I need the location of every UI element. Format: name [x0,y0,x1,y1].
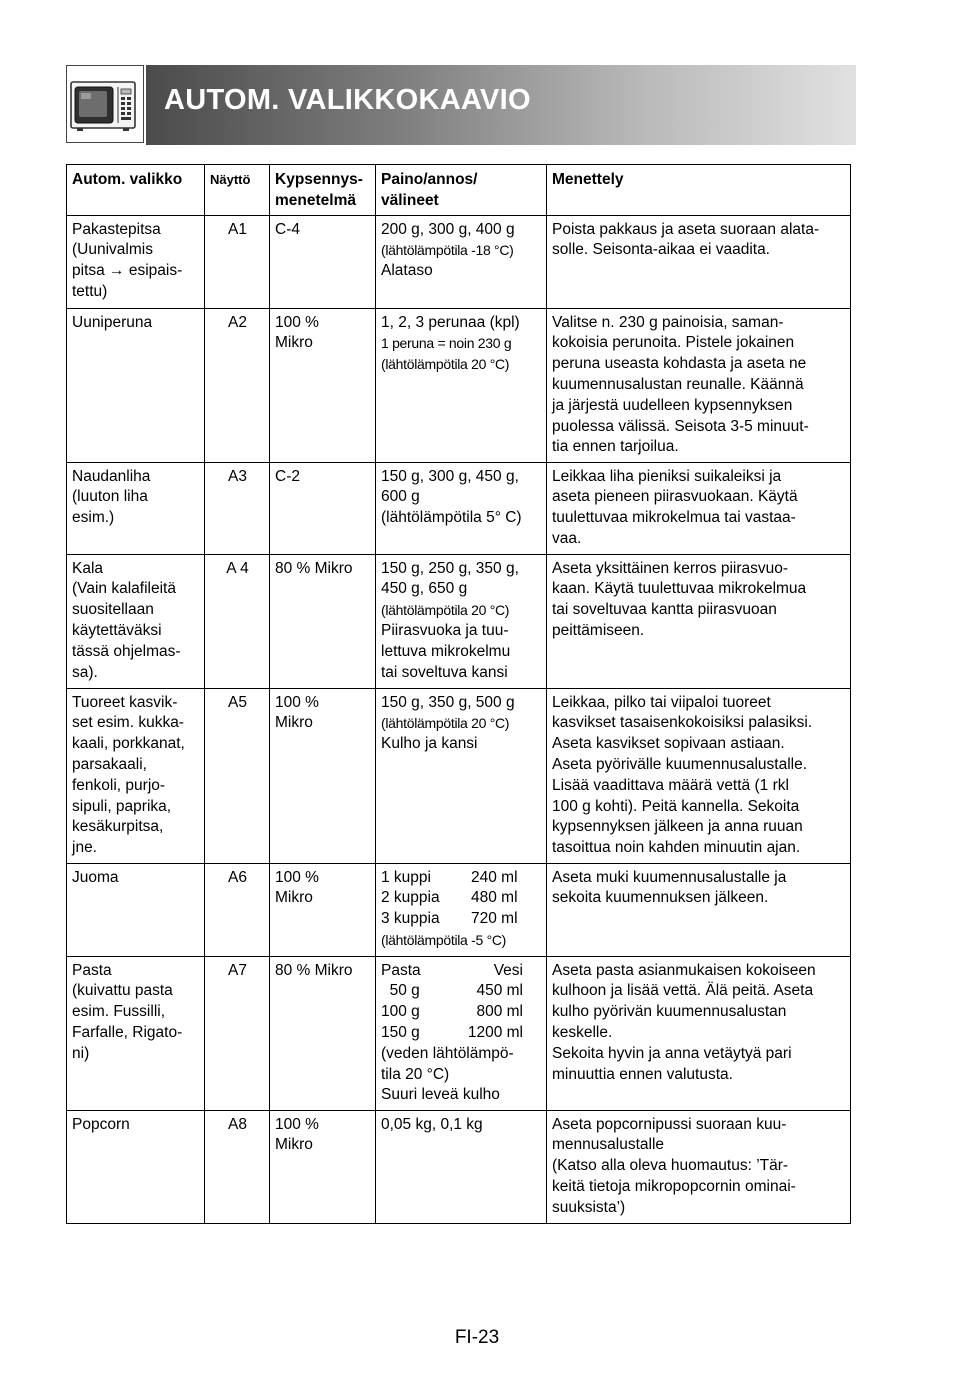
weight-volume: 480 ml [471,889,518,907]
weight-cell [376,863,547,956]
weight-line: tai soveltuva kansi [381,663,508,681]
weight-line: 1, 2, 3 perunaa (kpl) [381,313,520,331]
weight-line: lettuva mikrokelmu [381,642,511,660]
menu-name-cell: Pasta (kuivattu pasta esim. Fussilli, Farfalle, Rigato- ni) [67,956,205,1110]
weight-table-line [381,1023,542,1044]
table-row [67,215,851,308]
cooking-method-cell: C-4 [270,215,376,308]
cooking-method-cell: 100 % Mikro [270,688,376,863]
cooking-method-cell: 80 % Mikro [270,554,376,688]
weight-volume: 450 ml [476,982,523,1000]
weight-line: (lähtölämpötila 5° C) [381,509,522,527]
title-bar [146,65,856,145]
weight-line: 150 g, 300 g, 450 g, [381,467,519,485]
weight-table-line [381,961,542,982]
table-row [67,688,851,863]
weight-amount: Pasta [381,961,421,979]
weight-line: tila 20 °C) [381,1065,450,1083]
page-title: AUTOM. VALIKKOKAAVIO [164,84,531,116]
display-code-cell: A1 [205,215,270,308]
weight-line: 600 g [381,488,420,506]
column-header-menu: Autom. valikko [67,165,205,216]
microwave-icon [66,65,144,143]
table-row [67,863,851,956]
cooking-method-cell: 100 % Mikro [270,308,376,462]
weight-cell [376,554,547,688]
weight-line: 0,05 kg, 0,1 kg [381,1115,483,1133]
weight-line: 450 g, 650 g [381,580,468,598]
table-header-row [67,165,851,216]
weight-line: Suuri leveä kulho [381,1086,500,1104]
procedure-cell: Aseta yksittäinen kerros piirasvuo- kaan. Käytä tuulettuvaa mikrokelmua tai soveltuvaa kantta piirasvuoan peittämiseen. [547,554,851,688]
auto-menu-table [66,164,851,1224]
weight-note: (lähtölämpötila -5 °C) [381,931,507,948]
procedure-cell: Leikkaa, pilko tai viipaloi tuoreet kasvikset tasaisenkokoisiksi palasiksi. Aseta kasvikset sopivaan astiaan. Aseta pyörivälle kuumennusalustalle. Lisää vaadittava määrä vettä (1 rkl 100 g kohti). Peitä kannella. Sekoita kypsennyksen jälkeen ja anna ruuan tasoittua noin kahden minuutin ajan. [547,688,851,863]
weight-volume: Vesi [493,961,523,979]
column-header-method: Kypsennys- menetelmä [270,165,376,216]
weight-note: (lähtölämpötila 20 °C) [381,356,510,373]
weight-line: Kulho ja kansi [381,735,478,753]
procedure-cell: Leikkaa liha pieniksi suikaleiksi ja aseta pieneen piirasvuokaan. Käytä tuulettuvaa mikrokelmua tai vastaa- vaa. [547,462,851,554]
procedure-cell: Aseta muki kuumennusalustalle ja sekoita kuumennuksen jälkeen. [547,863,851,956]
cooking-method-cell: 100 % Mikro [270,1110,376,1223]
weight-note: (lähtölämpötila 20 °C) [381,602,510,619]
menu-name-cell: Popcorn [67,1110,205,1223]
weight-line: (veden lähtölämpö- [381,1044,514,1062]
weight-cell [376,956,547,1110]
weight-line: 150 g, 250 g, 350 g, [381,559,519,577]
display-code-cell: A6 [205,863,270,956]
weight-note: (lähtölämpötila 20 °C) [381,715,510,732]
weight-table-line [381,909,542,930]
table-body [67,215,851,1223]
weight-cell [376,1110,547,1223]
weight-table-line [381,981,542,1002]
cooking-method-cell: 100 % Mikro [270,863,376,956]
weight-volume: 1200 ml [467,1023,523,1041]
weight-table-line [381,1002,542,1023]
procedure-cell: Valitse n. 230 g painoisia, saman- kokoisia perunoita. Pistele jokainen peruna useasta kohdasta ja aseta ne kuumennusalustan reunalle. Käännä ja järjestä uudelleen kypsennyksen puolessa välissä. Seisota 3-5 minuut- tia ennen tarjoilua. [547,308,851,462]
weight-amount: 50 g [381,982,420,1000]
weight-note: 1 peruna = noin 230 g [381,335,512,352]
cooking-method-cell: C-2 [270,462,376,554]
weight-volume: 720 ml [471,910,518,928]
table-row [67,462,851,554]
weight-amount: 100 g [381,1003,420,1021]
procedure-cell: Poista pakkaus ja aseta suoraan alata- solle. Seisonta-aikaa ei vaadita. [547,215,851,308]
column-header-weight: Paino/annos/ välineet [376,165,547,216]
weight-volume: 800 ml [476,1003,523,1021]
table-row [67,308,851,462]
weight-note: (lähtölämpötila -18 °C) [381,242,514,259]
weight-table-line [381,888,542,909]
column-header-display: Näyttö [205,165,270,216]
weight-line: 200 g, 300 g, 400 g [381,220,515,238]
display-code-cell: A7 [205,956,270,1110]
header-banner [66,65,856,145]
procedure-cell: Aseta popcornipussi suoraan kuu- mennusalustalle (Katso alla oleva huomautus: ’Tär- keitä tietoja mikropopcornin ominai- suuksista’) [547,1110,851,1223]
weight-volume: 240 ml [471,868,518,886]
weight-cell [376,688,547,863]
weight-cell [376,215,547,308]
page-number: FI-23 [454,1327,500,1348]
weight-line: Alataso [381,262,433,280]
display-code-cell: A3 [205,462,270,554]
display-code-cell: A8 [205,1110,270,1223]
menu-name-cell: Pakastepitsa (Uunivalmis pitsa → esipais- tettu) [67,215,205,308]
menu-name-cell: Tuoreet kasvik- set esim. kukka- kaali, porkkanat, parsakaali, fenkoli, purjo- sipuli, paprika, kesäkurpitsa, jne. [67,688,205,863]
display-code-cell: A5 [205,688,270,863]
weight-line: 150 g, 350 g, 500 g [381,693,515,711]
table-row [67,956,851,1110]
menu-name-cell: Juoma [67,863,205,956]
menu-name-cell: Naudanliha (luuton liha esim.) [67,462,205,554]
weight-amount: 150 g [381,1023,420,1041]
table-row [67,1110,851,1223]
weight-amount: 1 kuppi [381,868,431,886]
table-row [67,554,851,688]
weight-amount: 3 kuppia [381,910,440,928]
display-code-cell: A 4 [205,554,270,688]
weight-cell [376,462,547,554]
weight-line: Piirasvuoka ja tuu- [381,621,509,639]
weight-cell [376,308,547,462]
menu-name-cell: Kala (Vain kalafileitä suositellaan käytettäväksi tässä ohjelmas- sa). [67,554,205,688]
column-header-procedure: Menettely [547,165,851,216]
display-code-cell: A2 [205,308,270,462]
menu-name-cell: Uuniperuna [67,308,205,462]
procedure-cell: Aseta pasta asianmukaisen kokoiseen kulhoon ja lisää vettä. Älä peitä. Aseta kulho pyörivän kuumennusalustan keskelle. Sekoita hyvin ja anna vetäytyä pari minuuttia ennen valutusta. [547,956,851,1110]
weight-table-line [381,868,542,889]
cooking-method-cell: 80 % Mikro [270,956,376,1110]
weight-amount: 2 kuppia [381,889,440,907]
